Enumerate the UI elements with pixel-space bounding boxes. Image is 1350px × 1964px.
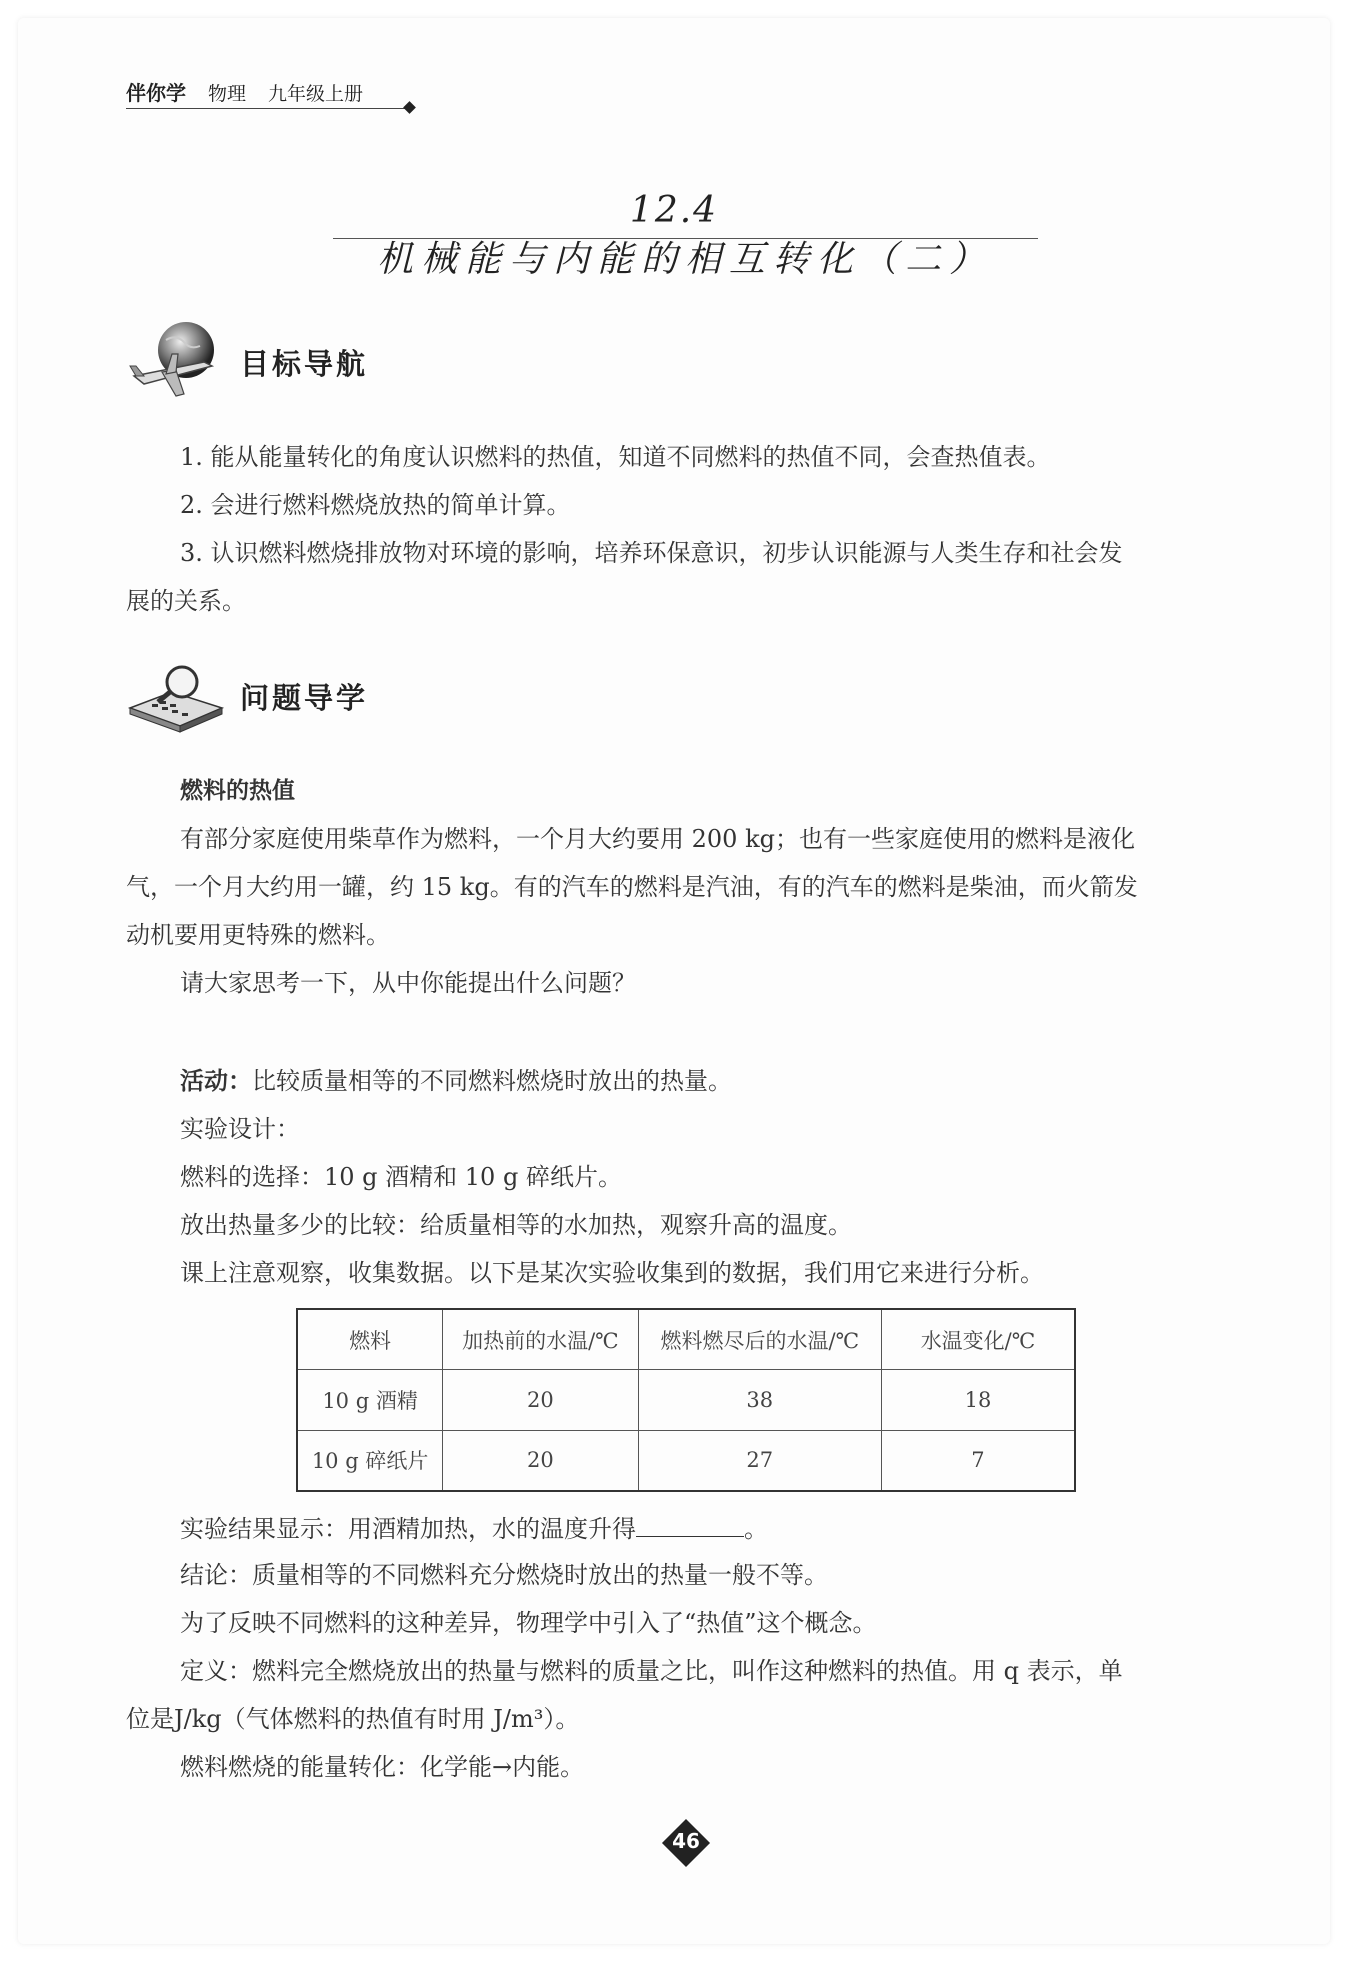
goal-item-3-continued: 展的关系。	[126, 587, 246, 615]
conclusion-line: 结论：质量相等的不同燃料充分燃烧时放出的热量一般不等。	[180, 1561, 828, 1589]
header-rule	[126, 108, 406, 109]
goal-item-3: 3. 认识燃料燃烧排放物对环境的影响，培养环保意识，初步认识能源与人类生存和社会发	[180, 539, 1123, 567]
chapter-title-text: 机械能与内能的相互转化（二）	[376, 239, 993, 280]
result-suffix: 。	[744, 1515, 768, 1543]
chapter-title-rule	[333, 238, 1038, 239]
table-cell: 10 g 酒精	[297, 1370, 443, 1430]
activity-text: 比较质量相等的不同燃料燃烧时放出的热量。	[252, 1067, 732, 1095]
design-comparison: 放出热量多少的比较：给质量相等的水加热，观察升高的温度。	[180, 1211, 852, 1239]
table-header-cell: 加热前的水温/℃	[443, 1309, 638, 1370]
design-observe: 课上注意观察，收集数据。以下是某次实验收集到的数据，我们用它来进行分析。	[180, 1259, 1044, 1287]
page-number: 46	[672, 1829, 700, 1853]
result-prefix: 实验结果显示：用酒精加热，水的温度升得	[180, 1515, 636, 1543]
energy-conversion-line: 燃料燃烧的能量转化：化学能→内能。	[180, 1753, 585, 1781]
table-cell: 20	[443, 1370, 638, 1430]
table-header-cell: 燃料燃尽后的水温/℃	[638, 1309, 881, 1370]
goal-item-1: 1. 能从能量转化的角度认识燃料的热值，知道不同燃料的热值不同，会查热值表。	[180, 443, 1051, 471]
subheading-heat-value: 燃料的热值	[180, 778, 295, 804]
table-cell: 10 g 碎纸片	[297, 1430, 443, 1491]
goal-item-2: 2. 会进行燃料燃烧放热的简单计算。	[180, 491, 571, 519]
section-title-inquiry: 问题导学	[240, 681, 369, 715]
chapter-number: 12.4	[629, 190, 719, 231]
answer-blank[interactable]	[636, 1512, 744, 1537]
table-cell: 38	[638, 1370, 881, 1430]
globe-airplane-icon	[126, 318, 226, 408]
result-line	[180, 1512, 768, 1544]
definition-line-1: 定义：燃料完全燃烧放出的热量与燃料的质量之比，叫作这种燃料的热值。用 q 表示，单	[180, 1657, 1123, 1685]
table-cell: 27	[638, 1430, 881, 1491]
table-header-cell: 水温变化/℃	[881, 1309, 1075, 1370]
header-brand: 伴你学	[126, 81, 186, 105]
intro-line-2: 气，一个月大约用一罐，约 15 kg。有的汽车的燃料是汽油，有的汽车的燃料是柴油，而火箭发	[126, 873, 1138, 901]
table-cell: 20	[443, 1430, 638, 1491]
intro-question: 请大家思考一下，从中你能提出什么问题？	[180, 969, 636, 997]
intro-line-1: 有部分家庭使用柴草作为燃料，一个月大约要用 200 kg；也有一些家庭使用的燃料是液化	[180, 825, 1135, 853]
activity-label: 活动：	[180, 1067, 252, 1095]
experiment-data-table	[296, 1308, 1076, 1492]
magnifier-calculator-icon	[126, 662, 226, 734]
table-row	[297, 1430, 1075, 1491]
table-header-row	[297, 1309, 1075, 1370]
table-row	[297, 1370, 1075, 1430]
chapter-title	[330, 190, 1040, 280]
intro-line-3: 动机要用更特殊的燃料。	[126, 921, 390, 949]
section-title-goals: 目标导航	[240, 347, 369, 381]
table-cell: 18	[881, 1370, 1075, 1430]
running-header	[126, 80, 416, 106]
activity-line	[180, 1066, 732, 1096]
header-subject: 物理	[208, 83, 247, 105]
table-cell: 7	[881, 1430, 1075, 1491]
concept-intro-line: 为了反映不同燃料的这种差异，物理学中引入了“热值”这个概念。	[180, 1609, 877, 1637]
definition-line-2: 位是J/kg（气体燃料的热值有时用 J/m³）。	[126, 1705, 580, 1733]
design-heading: 实验设计：	[180, 1115, 300, 1143]
table-header-cell: 燃料	[297, 1309, 443, 1370]
design-fuel-choice: 燃料的选择：10 g 酒精和 10 g 碎纸片。	[180, 1163, 622, 1191]
header-grade: 九年级上册	[268, 83, 364, 105]
